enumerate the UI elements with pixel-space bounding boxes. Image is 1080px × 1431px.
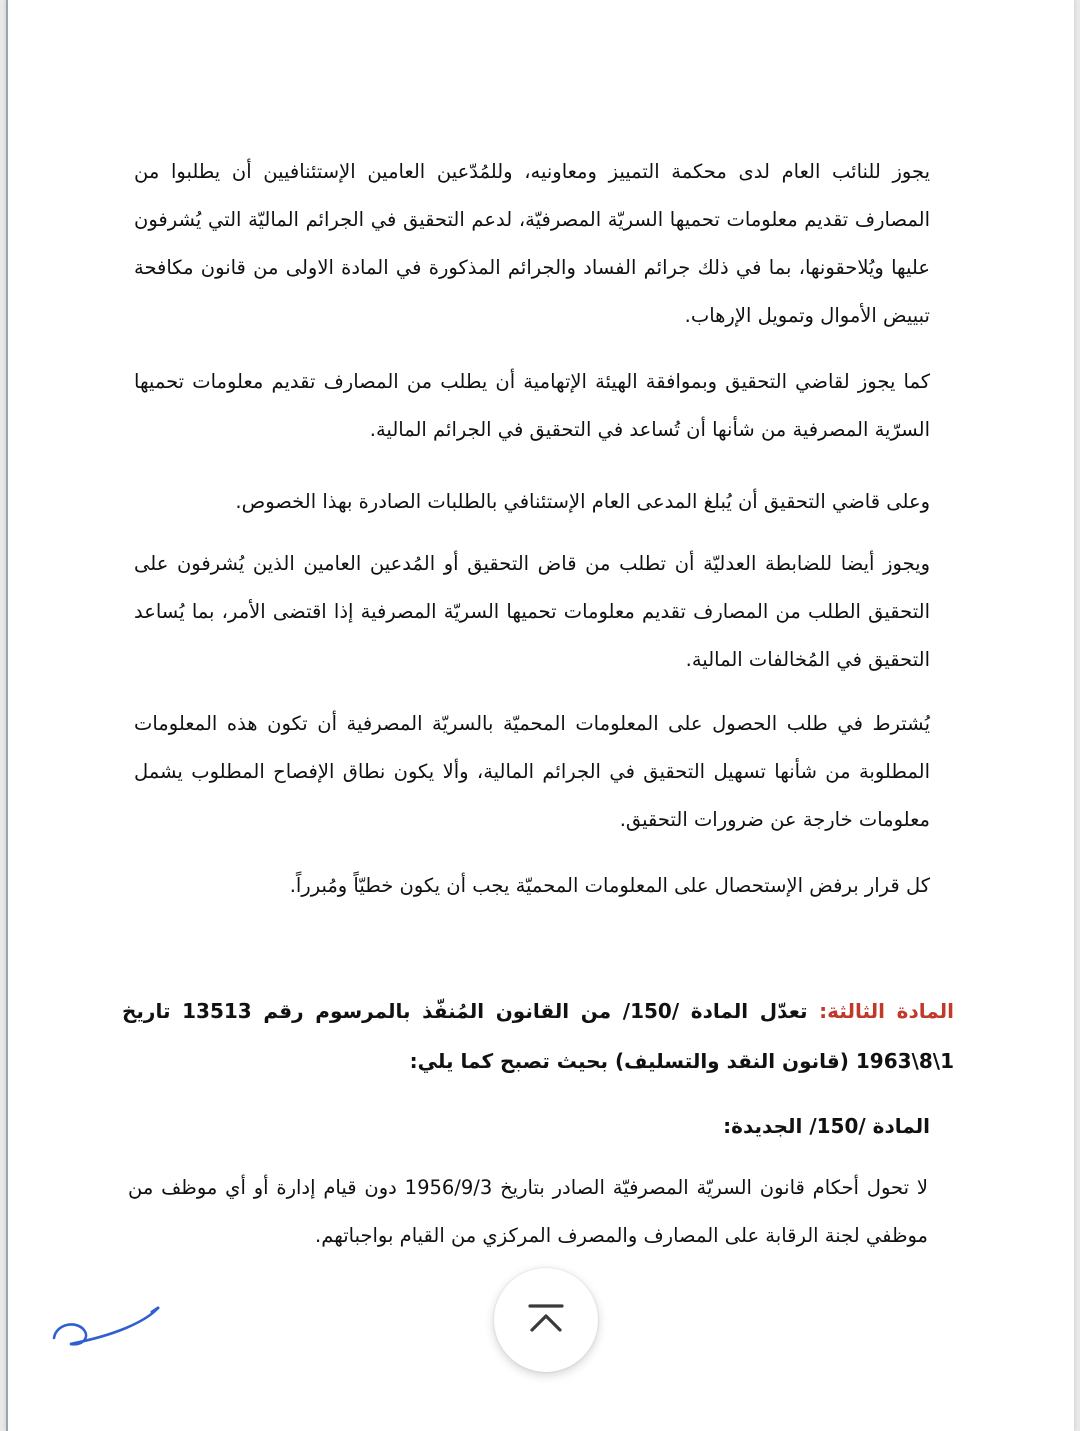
paragraph-5: يُشترط في طلب الحصول على المعلومات المحميّة بالسريّة المصرفية أن تكون هذه المعلومات المطلوبة من شأنها تسهيل التحقيق في الجرائم المالية، وألا يكون نطاق الإفصاح المطلوب يشمل معلومات خارجة عن ضرورات التحقيق. [134,712,930,831]
paragraph-4: ويجوز أيضا للضابطة العدليّة أن تطلب من قاض التحقيق أو المُدعين العامين الذين يُشرفون على التحقيق الطلب من المصارف تقديم معلومات تحميها السريّة المصرفية إذا اقتضى الأمر، بما يُساعد التحقيق في المُخالفات المالية. [134,552,930,671]
paragraph-1: يجوز للنائب العام لدى محكمة التمييز ومعاونيه، وللمُدّعين العامين الإستئنافيين أن يطلبوا من المصارف تقديم معلومات تحميها السريّة المصرفيّة، لدعم التحقيق في الجرائم الماليّة التي يُشرفون عليها ويُلاحقونها، بما في ذلك جرائم الفساد والجرائم المذكورة في المادة الاولى من قانون مكافحة تبييض الأموال وتمويل الإرهاب. [134,160,930,327]
scroll-to-top-button[interactable] [494,1268,598,1372]
page-edge [6,0,8,1431]
article3-text: تعدّل المادة /150/ من القانون المُنفّذ بالمرسوم رقم 13513 تاريخ 1\8\1963 (قانون النقد والتسليف) بحيث تصبح كما يلي: [122,999,954,1073]
document-page [6,0,1074,1431]
article3-label: المادة الثالثة: [819,999,954,1023]
paragraph-3: وعلى قاضي التحقيق أن يُبلغ المدعى العام الإستئنافي بالطلبات الصادرة بهذا الخصوص. [235,490,930,513]
article150-heading: المادة /150/ الجديدة: [723,1114,930,1138]
article150-text: لا تحول أحكام قانون السريّة المصرفيّة الصادر بتاريخ 1956/9/3 دون قيام إدارة أو أي موظف من موظفي لجنة الرقابة على المصارف والمصرف المركزي من القيام بواجباتهم. [128,1176,928,1247]
paragraph-2: كما يجوز لقاضي التحقيق وبموافقة الهيئة الإتهامية أن يطلب من المصارف تقديم معلومات تحميها السرّية المصرفية من شأنها أن تُساعد في التحقيق في الجرائم المالية. [134,370,930,441]
chevron-up-to-top-icon [524,1302,568,1338]
article3-paragraph [122,986,954,1086]
paragraph-6: كل قرار برفض الإستحصال على المعلومات المحميّة يجب أن يكون خطيّاً ومُبرراً. [289,874,930,897]
signature-image [46,1300,166,1360]
